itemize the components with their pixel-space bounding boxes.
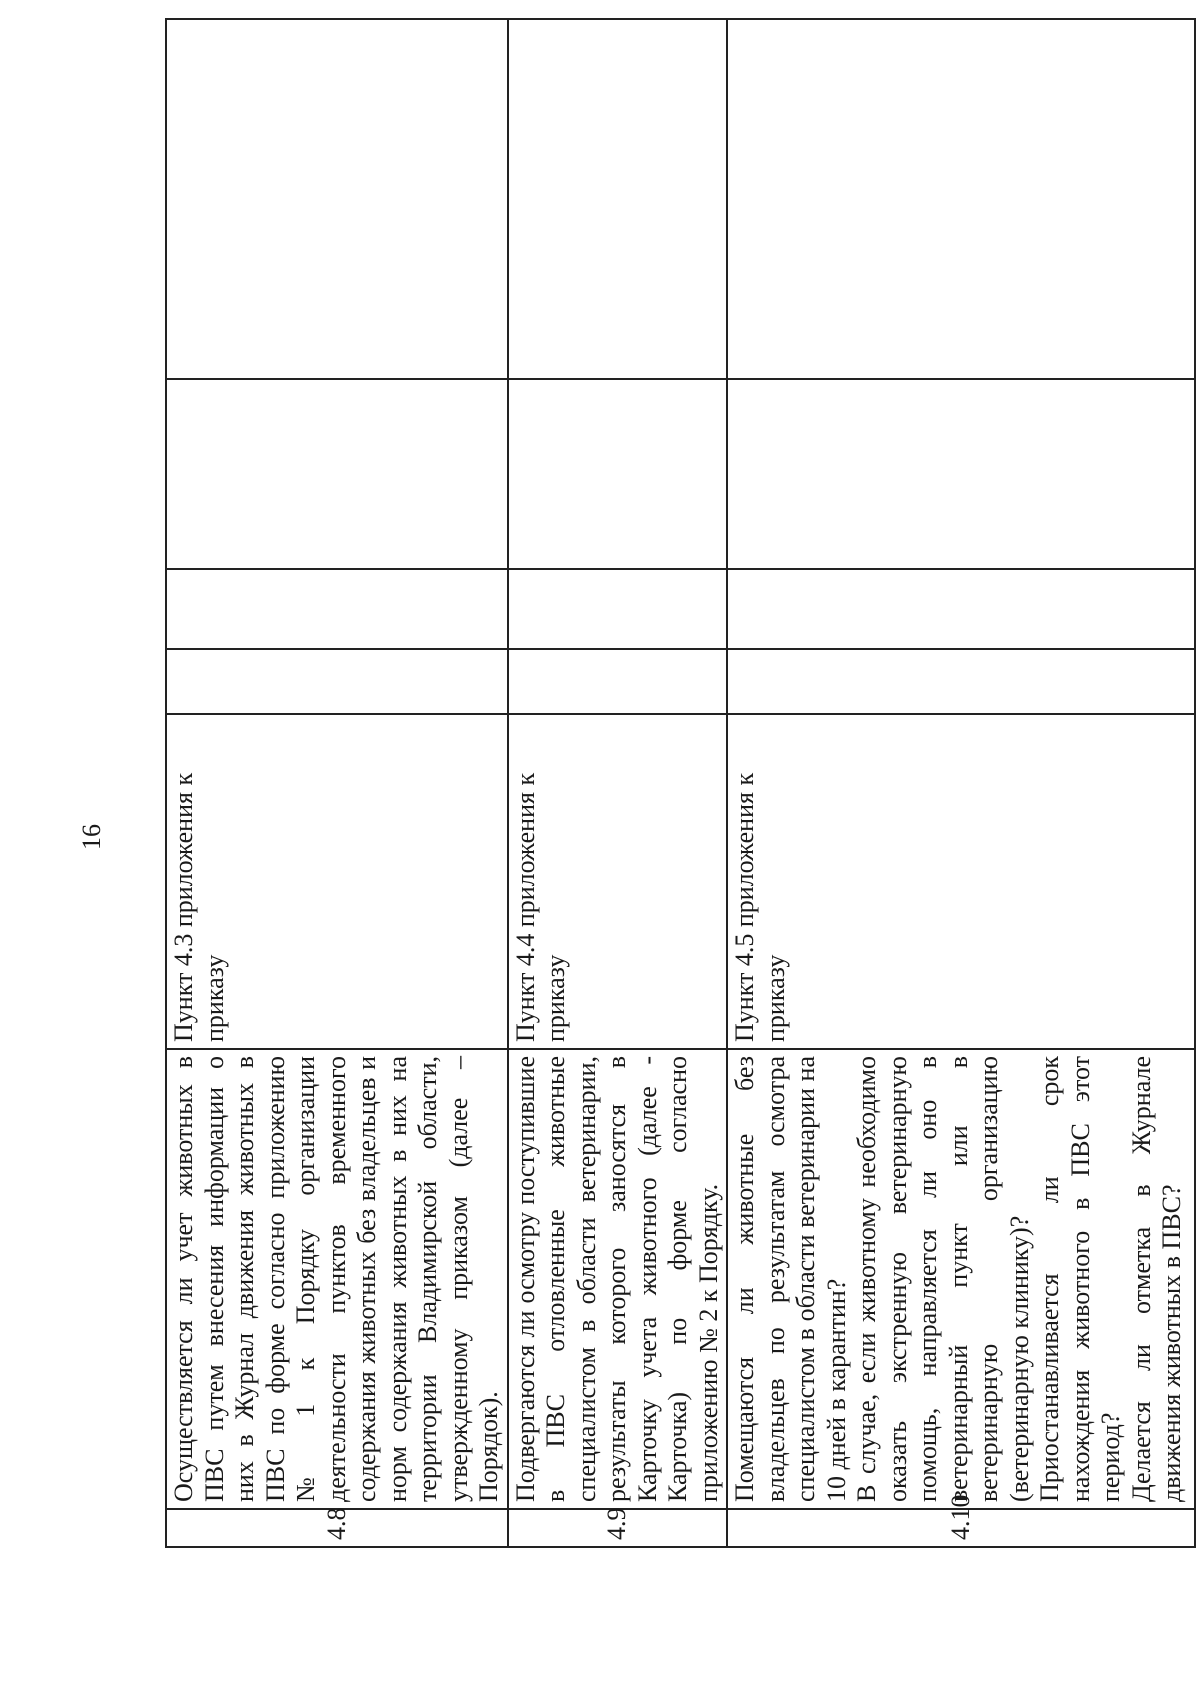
answer-cell-na: [727, 379, 1195, 569]
reference-cell: Пункт 4.3 приложения к приказу: [166, 714, 508, 1049]
question-text: Приостанавливается ли срок нахождения животного в ПВС этот период?: [1035, 1056, 1125, 1502]
answer-cell-yes: [166, 649, 508, 714]
question-cell: [727, 1049, 1195, 1509]
question-cell: [508, 1049, 728, 1509]
answer-cell-no: [508, 569, 728, 649]
row-number: 4.10: [727, 1509, 1195, 1547]
question-cell: [166, 1049, 508, 1509]
question-text: Подвергаются ли осмотру поступившие в ПВС отловленные животные специалистом в области ветеринарии, результаты которого заносятся в Карточку учета животного (далее - Карточка) по форме согласно приложению № 2 к Порядку.: [510, 1056, 723, 1502]
reference-cell: Пункт 4.4 приложения к приказу: [508, 714, 728, 1049]
question-text: Осуществляется ли учет животных в ПВС путем внесения информации о них в Журнал движения животных в ПВС по форме согласно приложению № 1 к Порядку организации деятельности пунктов временного содержания животных без владельцев и норм содержания животных в них на территории Владимирской области, утвержденному приказом (далее – Порядок).: [169, 1056, 503, 1502]
table-row: [727, 19, 1195, 1547]
page-number: 16: [77, 824, 106, 850]
notes-cell: [508, 19, 728, 379]
answer-cell-na: [508, 379, 728, 569]
notes-cell: [727, 19, 1195, 379]
question-text: Делается ли отметка в Журнале движения животных в ПВС?: [1126, 1056, 1186, 1502]
table-row: [508, 19, 728, 1547]
answer-cell-no: [727, 569, 1195, 649]
notes-cell: [166, 19, 508, 379]
checklist-table: [165, 18, 1196, 1548]
answer-cell-na: [166, 379, 508, 569]
checklist-table-wrapper: [165, 20, 1186, 1548]
question-text: В случае, если животному необходимо оказать экстренную ветеринарную помощь, направляется ли оно в ветеринарный пункт или в ветеринарную организацию (ветеринарную клинику)?: [852, 1056, 1034, 1502]
question-text: Помещаются ли животные без владельцев по результатам осмотра специалистом в области ветеринарии на 10 дней в карантин?: [730, 1056, 851, 1502]
reference-cell: Пункт 4.5 приложения к приказу: [727, 714, 1195, 1049]
answer-cell-no: [166, 569, 508, 649]
table-row: [166, 19, 508, 1547]
answer-cell-yes: [508, 649, 728, 714]
row-number: 4.8: [166, 1509, 508, 1547]
row-number: 4.9: [508, 1509, 728, 1547]
answer-cell-yes: [727, 649, 1195, 714]
